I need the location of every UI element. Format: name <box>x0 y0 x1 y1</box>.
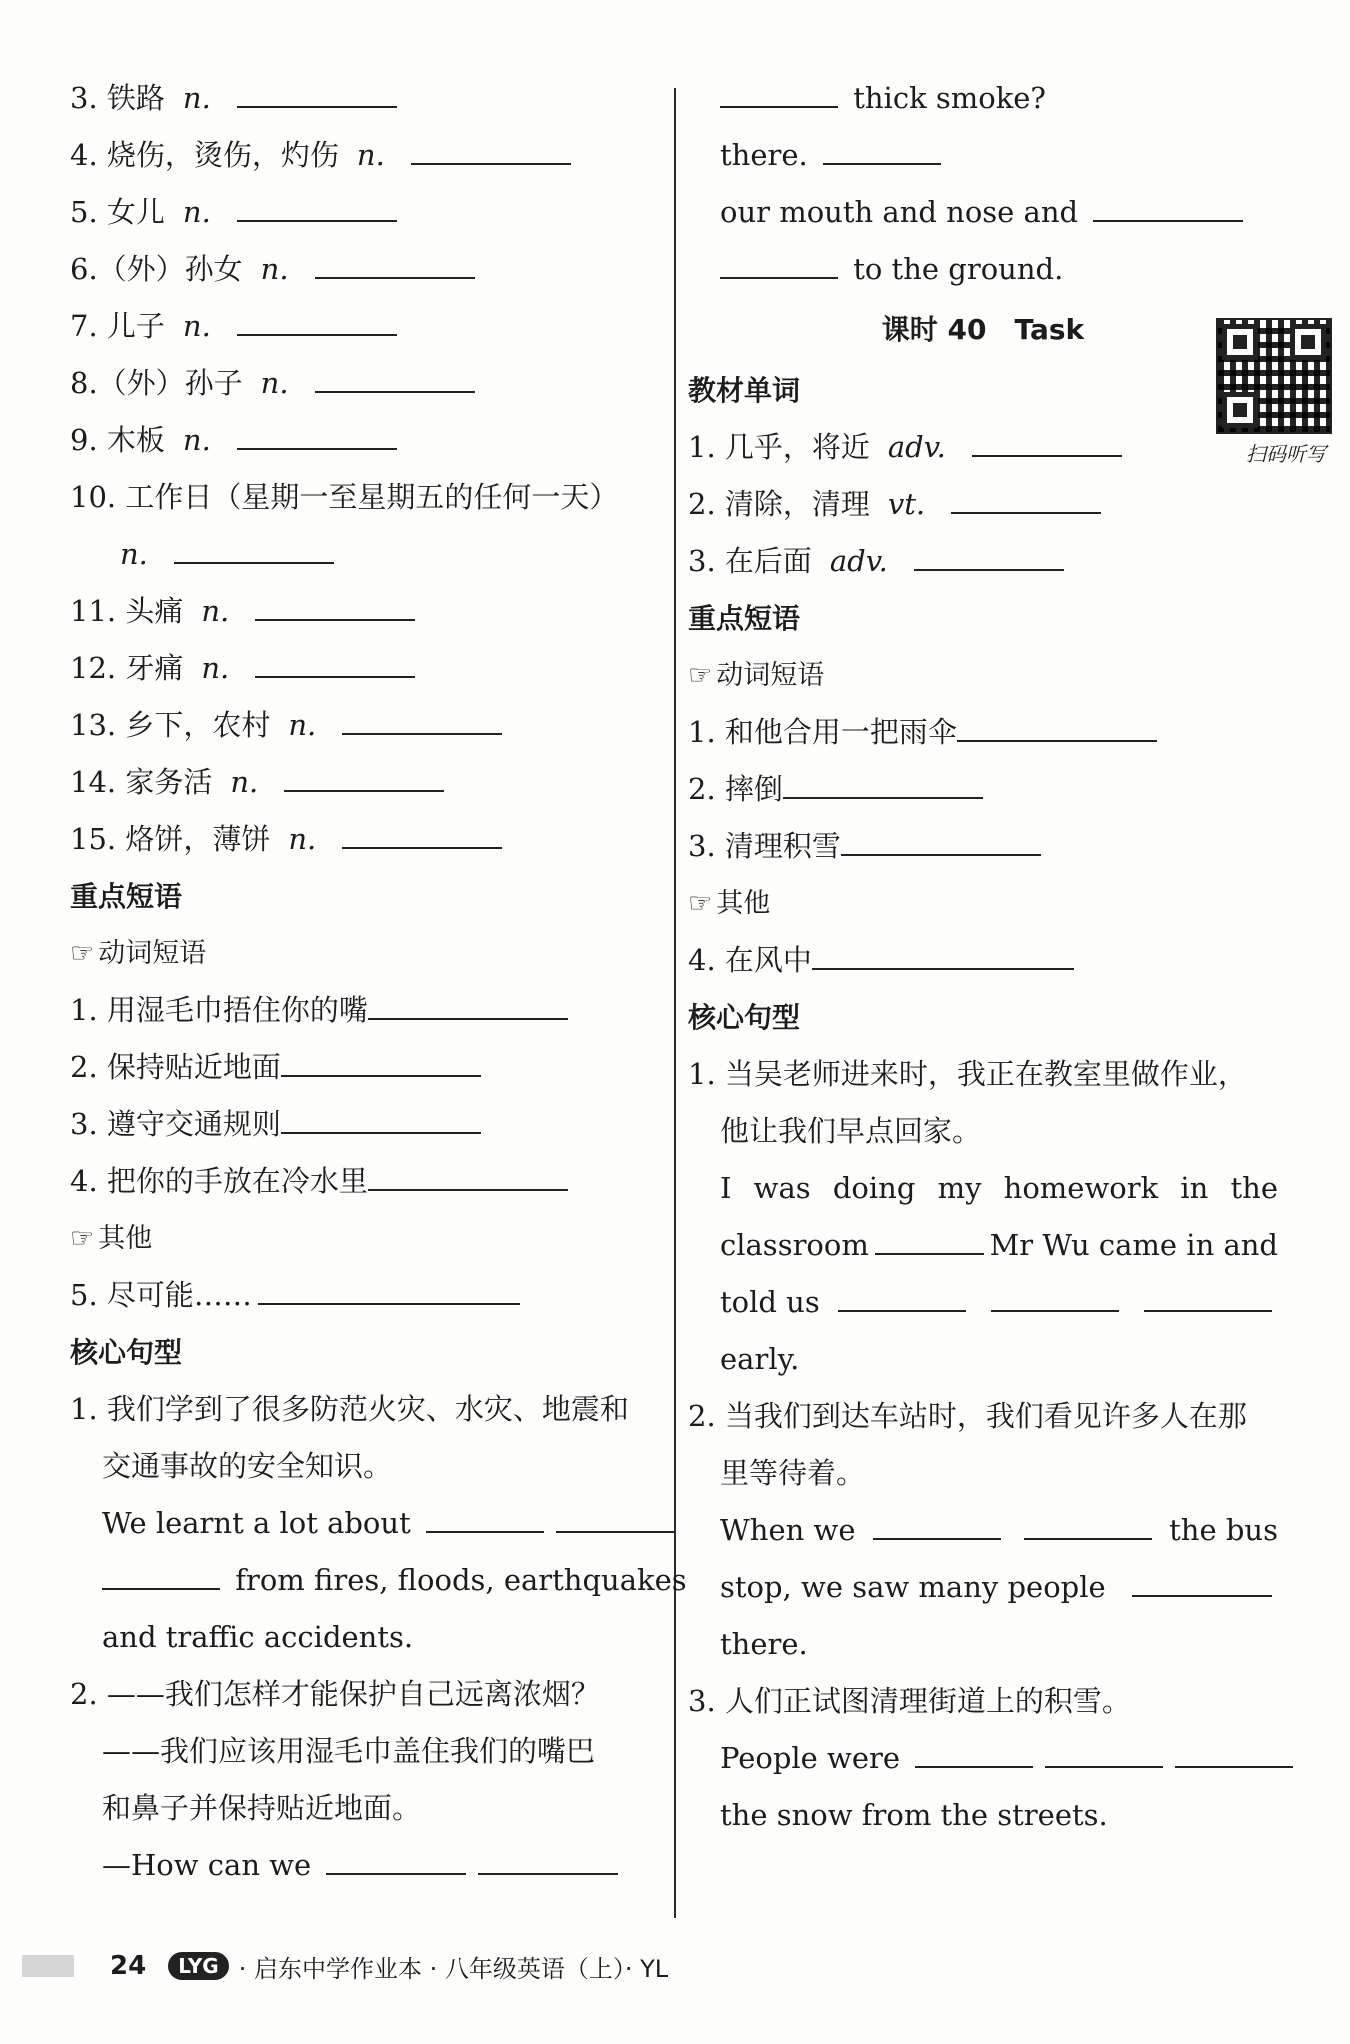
vocab-term: 11. 头痛 <box>70 594 184 628</box>
answer-blank[interactable] <box>281 1102 481 1134</box>
sentence-en: thick smoke? <box>688 70 1278 127</box>
answer-blank[interactable] <box>951 482 1101 514</box>
sentence-cn: 2. 当我们到达车站时，我们看见许多人在那 <box>688 1399 1247 1433</box>
sentence-word: in <box>1180 1171 1209 1205</box>
answer-blank[interactable] <box>1045 1736 1163 1768</box>
answer-blank[interactable] <box>237 190 397 222</box>
vocab-term: 5. 女儿 <box>70 195 165 229</box>
vocab-term: 15. 烙饼，薄饼 <box>70 822 271 856</box>
answer-blank[interactable] <box>237 304 397 336</box>
part-of-speech: adv. <box>829 544 888 578</box>
section-heading-phrases: 重点短语 <box>688 602 801 635</box>
vocab-item <box>688 533 1278 590</box>
vocab-item <box>70 184 670 241</box>
answer-blank[interactable] <box>1175 1736 1293 1768</box>
part-of-speech: n. <box>260 252 289 286</box>
phrase-item: 4. 在风中 <box>688 932 1278 989</box>
sentence-cn: 和鼻子并保持贴近地面。 <box>102 1791 422 1825</box>
phrase-list-right <box>688 704 1278 875</box>
vocab-item <box>70 754 670 811</box>
answer-blank[interactable] <box>1093 190 1243 222</box>
vocab-item <box>70 298 670 355</box>
vocab-item <box>70 241 670 298</box>
sentence-cn: 2. ——我们怎样才能保护自己远离浓烟？ <box>70 1677 600 1711</box>
vocab-term: 10. 工作日（星期一至星期五的任何一天） <box>70 480 619 514</box>
vocab-term: 9. 木板 <box>70 423 165 457</box>
sentence-en: —How can we <box>70 1837 670 1894</box>
answer-blank[interactable] <box>838 1280 966 1312</box>
vocab-item <box>688 476 1278 533</box>
sentence-en: People were <box>688 1730 1278 1787</box>
qr-caption: 扫码听写 <box>1246 442 1326 466</box>
sentence-en: early. <box>720 1342 800 1376</box>
answer-blank[interactable] <box>237 76 397 108</box>
sentence-word: was <box>753 1171 811 1205</box>
page-footer <box>22 1944 922 1988</box>
sentence-en: there. <box>720 1627 808 1661</box>
phrase-list-left <box>70 982 670 1210</box>
answer-blank[interactable] <box>875 1223 984 1255</box>
answer-blank[interactable] <box>823 133 941 165</box>
vocab-item <box>688 419 1278 476</box>
other-label: ☞ 其他 <box>70 1223 153 1254</box>
vocab-term: 8.（外）孙子 <box>70 366 243 400</box>
answer-blank[interactable] <box>972 425 1122 457</box>
vocab-term: 3. 在后面 <box>688 544 812 578</box>
vocab-item <box>70 355 670 412</box>
part-of-speech: n. <box>120 537 148 571</box>
answer-blank[interactable] <box>915 1736 1033 1768</box>
vocab-term: 13. 乡下，农村 <box>70 708 271 742</box>
vocab-term: 6.（外）孙女 <box>70 252 243 286</box>
vocab-item <box>70 70 670 127</box>
section-heading-sentences: 核心句型 <box>688 1001 801 1034</box>
sentence-cn: 3. 人们正试图清理街道上的积雪。 <box>688 1684 1131 1718</box>
lesson-title: 课时 40 Task <box>881 313 1085 346</box>
right-column <box>688 70 1278 1844</box>
answer-blank[interactable] <box>556 1501 674 1533</box>
vocab-term: 4. 烧伤，烫伤，灼伤 <box>70 138 339 172</box>
sentence-word: doing <box>832 1171 916 1205</box>
verb-phrases-label: ☞ 动词短语 <box>70 938 207 969</box>
part-of-speech: n. <box>230 765 259 799</box>
pointing-hand-icon: ☞ <box>688 660 713 691</box>
answer-blank[interactable] <box>342 817 502 849</box>
section-heading-vocab: 教材单词 <box>688 374 801 407</box>
qr-finder-icon <box>1290 324 1326 360</box>
answer-blank[interactable] <box>174 532 334 564</box>
part-of-speech: n. <box>288 708 317 742</box>
answer-blank[interactable] <box>102 1558 220 1590</box>
vocab-term: 12. 牙痛 <box>70 651 184 685</box>
sentence-word: the <box>1230 1171 1278 1205</box>
answer-blank[interactable] <box>326 1843 466 1875</box>
page-number: 24 <box>110 1951 147 1981</box>
sentence-cn: 1. 我们学到了很多防范火灾、水灾、地震和 <box>70 1392 629 1426</box>
sentence-cn: ——我们应该用湿毛巾盖住我们的嘴巴 <box>102 1734 596 1768</box>
answer-blank[interactable] <box>991 1280 1119 1312</box>
part-of-speech: n. <box>182 309 211 343</box>
answer-blank[interactable] <box>368 1159 568 1191</box>
sentence-en: there. <box>688 127 1278 184</box>
sentence-en <box>688 1160 1278 1217</box>
sentence-word: I <box>720 1171 732 1205</box>
answer-blank[interactable] <box>368 988 568 1020</box>
part-of-speech: n. <box>182 81 211 115</box>
phrase-item: 1. 用湿毛巾捂住你的嘴 <box>70 982 670 1039</box>
phrase-item: 3. 遵守交通规则 <box>70 1096 670 1153</box>
vocab-list-right <box>688 419 1278 590</box>
answer-blank[interactable] <box>426 1501 544 1533</box>
sentence-cn: 交通事故的安全知识。 <box>102 1449 393 1483</box>
qr-finder-icon <box>1222 324 1258 360</box>
qr-finder-icon <box>1222 392 1258 428</box>
vocab-item <box>70 811 670 868</box>
sentence-en: classroom Mr Wu came in and <box>688 1217 1278 1274</box>
book-title: · 启东中学作业本 · 八年级英语（上）· YL <box>238 1954 669 1983</box>
part-of-speech: n. <box>288 822 317 856</box>
verb-phrases-label: ☞ 动词短语 <box>688 660 825 691</box>
sentence-word: homework <box>1003 1171 1159 1205</box>
sentence-en: We learnt a lot about <box>70 1495 670 1552</box>
part-of-speech: n. <box>260 366 289 400</box>
vocab-term: 3. 铁路 <box>70 81 165 115</box>
qr-code-icon[interactable] <box>1216 318 1332 434</box>
sentence-en: the snow from the streets. <box>720 1798 1108 1832</box>
part-of-speech: adv. <box>887 430 946 464</box>
answer-blank[interactable] <box>914 539 1064 571</box>
sentence-en: from fires, floods, earthquakes <box>70 1552 670 1609</box>
sentence-en: and traffic accidents. <box>102 1620 414 1654</box>
vocab-item <box>70 127 670 184</box>
vocab-term: 14. 家务活 <box>70 765 213 799</box>
phrase-item: 5. 尽可能…… <box>70 1267 670 1324</box>
answer-blank[interactable] <box>783 767 983 799</box>
vocab-item <box>70 640 670 697</box>
pointing-hand-icon: ☞ <box>688 888 713 919</box>
phrase-item: 4. 把你的手放在冷水里 <box>70 1153 670 1210</box>
phrase-item: 2. 摔倒 <box>688 761 1278 818</box>
part-of-speech: n. <box>201 651 230 685</box>
answer-blank[interactable] <box>1144 1280 1272 1312</box>
answer-blank[interactable] <box>237 418 397 450</box>
vocab-item <box>70 583 670 640</box>
publisher-logo: LYG <box>168 1952 229 1980</box>
answer-blank[interactable] <box>411 133 571 165</box>
answer-blank[interactable] <box>873 1508 1001 1540</box>
section-heading-sentences: 核心句型 <box>70 1336 183 1369</box>
answer-blank[interactable] <box>258 1273 520 1305</box>
sentence-en: When we the bus <box>688 1502 1278 1559</box>
sentence-en: told us <box>688 1274 1278 1331</box>
phrase-item: 3. 清理积雪 <box>688 818 1278 875</box>
answer-blank[interactable] <box>812 938 1074 970</box>
answer-blank[interactable] <box>1132 1565 1272 1597</box>
part-of-speech: vt. <box>887 487 926 521</box>
sentence-cn: 里等待着。 <box>720 1456 866 1490</box>
pointing-hand-icon: ☞ <box>70 1223 95 1254</box>
answer-blank[interactable] <box>720 76 838 108</box>
part-of-speech: n. <box>182 423 211 457</box>
vocab-item <box>70 697 670 754</box>
sentence-cn: 他让我们早点回家。 <box>720 1114 982 1148</box>
left-column <box>70 70 687 1894</box>
vocab-term: 2. 清除，清理 <box>688 487 870 521</box>
vocab-term: 7. 儿子 <box>70 309 165 343</box>
answer-blank[interactable] <box>315 247 475 279</box>
sentence-cn: 1. 当吴老师进来时，我正在教室里做作业， <box>688 1057 1247 1091</box>
answer-blank[interactable] <box>1024 1508 1152 1540</box>
phrase-item: 2. 保持贴近地面 <box>70 1039 670 1096</box>
answer-blank[interactable] <box>478 1843 618 1875</box>
column-divider <box>674 88 676 1918</box>
vocab-item <box>70 526 670 583</box>
section-heading-phrases: 重点短语 <box>70 880 183 913</box>
sentence-en: stop, we saw many people <box>688 1559 1278 1616</box>
sentence-word: my <box>937 1171 982 1205</box>
answer-blank[interactable] <box>841 824 1041 856</box>
vocab-item <box>70 412 670 469</box>
answer-blank[interactable] <box>255 589 415 621</box>
part-of-speech: n. <box>356 138 385 172</box>
answer-blank[interactable] <box>342 703 502 735</box>
vocab-term: 1. 几乎，将近 <box>688 430 870 464</box>
answer-blank[interactable] <box>315 361 475 393</box>
sentence-en: our mouth and nose and <box>688 184 1278 241</box>
part-of-speech: n. <box>182 195 211 229</box>
answer-blank[interactable] <box>720 247 838 279</box>
answer-blank[interactable] <box>957 710 1157 742</box>
part-of-speech: n. <box>201 594 230 628</box>
footer-strip <box>22 1955 74 1977</box>
phrase-item: 1. 和他合用一把雨伞 <box>688 704 1278 761</box>
pointing-hand-icon: ☞ <box>70 938 95 969</box>
answer-blank[interactable] <box>284 760 444 792</box>
other-label: ☞ 其他 <box>688 888 771 919</box>
answer-blank[interactable] <box>255 646 415 678</box>
vocab-item <box>70 469 670 526</box>
vocab-list-left <box>70 70 670 868</box>
sentence-en: to the ground. <box>688 241 1278 298</box>
answer-blank[interactable] <box>281 1045 481 1077</box>
